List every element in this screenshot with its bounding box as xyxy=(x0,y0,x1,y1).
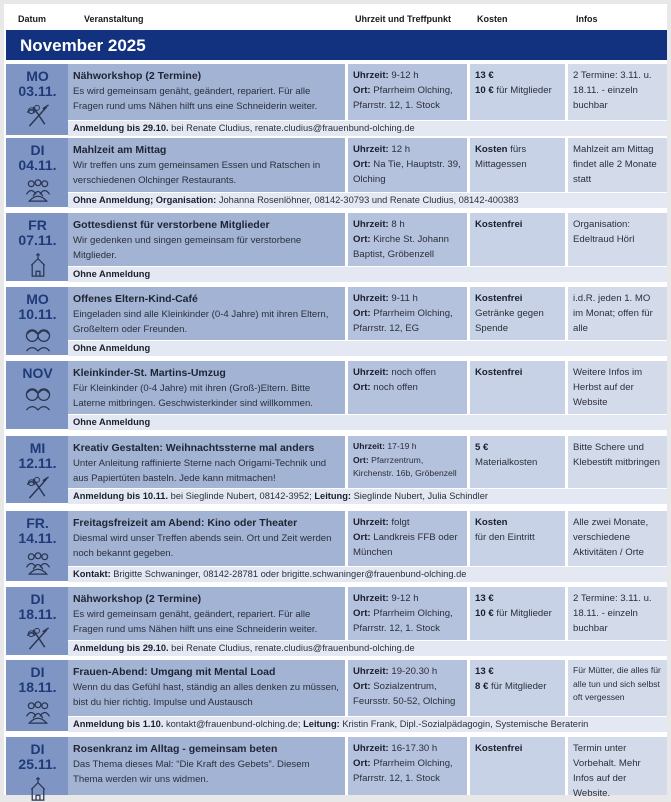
text: Pfarrheim Olching, Pfarrstr. 12, EG xyxy=(353,308,453,334)
text: Kirche St. Johann Baptist, Gröbenzell xyxy=(353,234,449,260)
text: 16-17.30 h xyxy=(388,743,438,754)
event-description-cell xyxy=(68,138,345,192)
group-icon xyxy=(23,550,53,576)
bold-label: Ort: xyxy=(353,308,371,319)
event-cost xyxy=(470,587,565,640)
event-date xyxy=(6,587,68,655)
event-info: Mahlzeit am Mittag findet alle 2 Monate statt xyxy=(568,138,667,192)
event-description-cell xyxy=(68,213,345,266)
bold-label: Kontakt: xyxy=(73,569,111,579)
event-description: Eingeladen sind alle Kleinkinder (0-4 Jahre) mit ihren Eltern, Großeltern oder Freunden. xyxy=(73,309,329,335)
church-icon xyxy=(23,252,53,278)
bold-label: Anmeldung bis 29.10. xyxy=(73,643,169,653)
text: folgt xyxy=(388,517,410,528)
weekday: FR xyxy=(28,217,47,233)
event-title: Rosenkranz im Alltag - gemeinsam beten xyxy=(73,743,278,755)
event-description-cell xyxy=(68,511,345,566)
event-title: Nähworkshop (2 Termine) xyxy=(73,593,202,605)
event-time-place xyxy=(348,213,467,266)
text: bei Renate Cludius, renate.cludius@frauenbund-olching.de xyxy=(168,643,415,653)
text: kontakt@frauenbund-olching.de; xyxy=(163,719,304,729)
bold-label: Uhrzeit: xyxy=(353,517,389,528)
date: 12.11. xyxy=(18,455,57,471)
event-time-place xyxy=(348,287,467,340)
event-title: Nähworkshop (2 Termine) xyxy=(73,70,202,82)
bold-label: 10 € xyxy=(475,608,494,619)
group-icon xyxy=(23,699,53,725)
bold-label: Ohne Anmeldung xyxy=(73,417,151,427)
text: Pfarrheim Olching, Pfarrstr. 12, 1. Stock xyxy=(353,608,453,634)
event-title: Kreativ Gestalten: Weihnachtssterne mal anders xyxy=(73,442,315,454)
event-date xyxy=(6,737,68,795)
children-icon xyxy=(23,326,53,352)
event-cost xyxy=(470,361,565,414)
bold-label: Uhrzeit: xyxy=(353,666,389,677)
month-heading: November 2025 xyxy=(6,30,667,60)
bold-label: Ort: xyxy=(353,159,371,170)
text: 12 h xyxy=(388,144,411,155)
bold-label: Uhrzeit: xyxy=(353,70,389,81)
text: für Mitglieder xyxy=(488,681,547,692)
bold-label: Uhrzeit: xyxy=(353,593,389,604)
bold-label: Ort: xyxy=(353,85,371,96)
event-date xyxy=(6,213,68,281)
text: 8 h xyxy=(388,219,405,230)
bold-label: Uhrzeit: xyxy=(353,367,389,378)
event-cost xyxy=(470,511,565,566)
bold-label: Uhrzeit: xyxy=(353,219,389,230)
bold-label: 13 € xyxy=(475,666,494,677)
bold-label: Ort: xyxy=(353,234,371,245)
bold-label: Ort: xyxy=(353,681,371,692)
date: 10.11. xyxy=(18,306,57,322)
sewing-icon xyxy=(23,475,53,501)
bold-label: Ohne Anmeldung; Organisation: xyxy=(73,195,217,205)
bold-label: Kostenfrei xyxy=(475,367,523,378)
sewing-icon xyxy=(23,103,53,129)
date: 18.11. xyxy=(18,606,57,622)
event-registration xyxy=(68,489,667,504)
event-time-place xyxy=(348,361,467,414)
event-description: Unter Anleitung raffinierte Sterne nach Origami-Technik und aus Papiertüten basteln. Jede kann mitmachen! xyxy=(73,458,327,484)
date: 07.11. xyxy=(18,232,57,248)
event-description-cell xyxy=(68,737,345,795)
event-registration xyxy=(68,267,667,282)
text: 17-19 h xyxy=(385,441,417,451)
text: 19-20.30 h xyxy=(388,666,438,677)
event-registration xyxy=(68,193,667,208)
event-registration xyxy=(68,641,667,656)
text: Pfarrzentrum, Kirchenstr. 16b, Gröbenzell xyxy=(353,454,457,478)
bold-label: Uhrzeit: xyxy=(353,441,385,451)
text: 9-12 h xyxy=(388,593,419,604)
text: 9-12 h xyxy=(388,70,419,81)
event-registration xyxy=(68,717,667,732)
bold-label: Leitung: xyxy=(314,491,352,501)
header-datum: Datum xyxy=(18,14,47,24)
text: Na Tie, Hauptstr. 39, Olching xyxy=(353,159,461,185)
event-registration xyxy=(68,415,667,430)
event-cost xyxy=(470,436,565,488)
event-info: Alle zwei Monate, verschiedene Aktivitäten / Orte xyxy=(568,511,667,566)
text: Sozialzentrum, Feursstr. 50-52, Olching xyxy=(353,681,456,707)
event-info: i.d.R. jeden 1. MO im Monat; offen für alle xyxy=(568,287,667,340)
bold-label: 13 € xyxy=(475,70,494,81)
event-description: Das Thema dieses Mal: “Die Kraft des Gebets”. Diesem Thema werden wir uns widmen. xyxy=(73,759,310,785)
header-uhrzeit: Uhrzeit und Treffpunkt xyxy=(355,14,451,24)
weekday: DI xyxy=(30,142,45,158)
bold-label: Uhrzeit: xyxy=(353,743,389,754)
header-kosten: Kosten xyxy=(477,14,508,24)
weekday: DI xyxy=(30,664,45,680)
event-cost xyxy=(470,287,565,340)
bold-label: Ort: xyxy=(353,382,371,393)
bold-label: Uhrzeit: xyxy=(353,144,389,155)
event-title: Kleinkinder-St. Martins-Umzug xyxy=(73,367,226,379)
event-time-place xyxy=(348,138,467,192)
bold-label: 5 € xyxy=(475,442,489,453)
text: Materialkosten xyxy=(475,457,538,468)
event-description: Wir gedenken und singen gemeinsam für verstorbene Mitglieder. xyxy=(73,235,302,261)
group-icon xyxy=(23,177,53,203)
event-cost xyxy=(470,737,565,795)
bold-label: Kostenfrei xyxy=(475,219,523,230)
event-description-cell xyxy=(68,587,345,640)
date: 14.11. xyxy=(18,530,57,546)
church-icon xyxy=(23,776,53,802)
weekday: MO xyxy=(26,68,49,84)
date: 03.11. xyxy=(18,83,57,99)
event-title: Gottesdienst für verstorbene Mitglieder xyxy=(73,219,270,231)
bold-label: Kostenfrei xyxy=(475,743,523,754)
event-date xyxy=(6,436,68,503)
event-date xyxy=(6,361,68,429)
event-description-cell xyxy=(68,361,345,414)
weekday: DI xyxy=(30,591,45,607)
weekday: MI xyxy=(29,440,46,456)
date: 18.11. xyxy=(18,679,57,695)
children-icon xyxy=(23,385,53,411)
header-infos: Infos xyxy=(576,14,598,24)
event-date xyxy=(6,138,68,207)
event-description: Wenn du das Gefühl hast, ständig an alles denken zu müssen, bist du hier richtig. Impulse und Austausch xyxy=(73,682,339,708)
event-description: Es wird gemeinsam genäht, geändert, repariert. Für alle Fragen rund ums Nähen hilft uns eine Schneiderin weiter. xyxy=(73,609,318,635)
bold-label: 8 € xyxy=(475,681,489,692)
event-info: 2 Termine: 3.11. u. 18.11. - einzeln buchbar xyxy=(568,64,667,120)
event-date xyxy=(6,64,68,135)
text: bei Sieglinde Nubert, 08142-3952; xyxy=(168,491,315,501)
bold-label: Ort: xyxy=(353,608,371,619)
event-description: Diesmal wird unser Treffen abends sein. Ort und Zeit werden noch bekannt gegeben. xyxy=(73,533,332,559)
event-title: Mahlzeit am Mittag xyxy=(73,144,167,156)
event-time-place xyxy=(348,737,467,795)
sewing-icon xyxy=(23,626,53,652)
date: 25.11. xyxy=(18,756,57,772)
event-description-cell xyxy=(68,660,345,716)
event-description: Für Kleinkinder (0-4 Jahre) mit ihren (Groß-)Eltern. Bitte Laterne mitbringen. Geschwisterkinder sind willkommen. xyxy=(73,383,313,409)
event-title: Offenes Eltern-Kind-Café xyxy=(73,293,198,305)
event-time-place xyxy=(348,660,467,716)
text: Sieglinde Nubert, Julia Schindler xyxy=(351,491,488,501)
event-date xyxy=(6,660,68,731)
text: Brigitte Schwaninger, 08142-28781 oder brigitte.schwaninger@frauenbund-olching.de xyxy=(110,569,467,579)
event-info: Für Mütter, die alles für alle tun und sich selbst oft vergessen xyxy=(568,660,667,716)
bold-label: Anmeldung bis 29.10. xyxy=(73,123,169,133)
event-date xyxy=(6,511,68,581)
text: noch offen xyxy=(370,382,418,393)
bold-label: Ort: xyxy=(353,532,371,543)
event-info: 2 Termine: 3.11. u. 18.11. - einzeln buchbar xyxy=(568,587,667,640)
text: fürs Mittagessen xyxy=(475,144,527,170)
text: Getränke gegen Spende xyxy=(475,308,544,334)
event-description: Wir treffen uns zum gemeinsamen Essen und Ratschen in verschiedenen Olchinger Restaurants. xyxy=(73,160,321,186)
bold-label: Ohne Anmeldung xyxy=(73,269,151,279)
text: Landkreis FFB oder München xyxy=(353,532,458,558)
event-time-place xyxy=(348,436,467,488)
text: Johanna Rosenlöhner, 08142-30793 und Renate Cludius, 08142-400383 xyxy=(216,195,519,205)
event-info: Termin unter Vorbehalt. Mehr Infos auf der Website. xyxy=(568,737,667,795)
weekday: FR. xyxy=(26,515,49,531)
text: Pfarrheim Olching, Pfarrstr. 12, 1. Stock xyxy=(353,85,453,111)
event-registration xyxy=(68,567,667,582)
bold-label: Uhrzeit: xyxy=(353,293,389,304)
bold-label: Ohne Anmeldung xyxy=(73,343,151,353)
text: für den Eintritt xyxy=(475,532,535,543)
bold-label: Kosten xyxy=(475,144,508,155)
event-cost xyxy=(470,64,565,120)
text: Kristin Frank, Dipl.-Sozialpädagogin, Systemische Beraterin xyxy=(339,719,589,729)
event-time-place xyxy=(348,511,467,566)
weekday: NOV xyxy=(22,365,53,381)
event-time-place xyxy=(348,587,467,640)
event-info: Organisation: Edeltraud Hörl xyxy=(568,213,667,266)
text: Pfarrheim Olching, Pfarrstr. 12, 1. Stock xyxy=(353,758,453,784)
event-date xyxy=(6,287,68,355)
event-time-place xyxy=(348,64,467,120)
event-title: Freitagsfreizeit am Abend: Kino oder Theater xyxy=(73,517,298,529)
event-cost xyxy=(470,660,565,716)
event-cost xyxy=(470,213,565,266)
event-cost xyxy=(470,138,565,192)
event-description: Es wird gemeinsam genäht, geändert, repariert. Für alle Fragen rund ums Nähen hilft uns eine Schneiderin weiter. xyxy=(73,86,318,112)
header-veranstaltung: Veranstaltung xyxy=(84,14,144,24)
event-registration xyxy=(68,121,667,136)
event-description-cell xyxy=(68,64,345,120)
date: 04.11. xyxy=(18,157,57,173)
bold-label: Anmeldung bis 10.11. xyxy=(73,491,169,501)
bold-label: Ort: xyxy=(353,758,371,769)
text: noch offen xyxy=(388,367,437,378)
text: für Mitglieder xyxy=(493,85,552,96)
bold-label: Leitung: xyxy=(303,719,340,729)
bold-label: 10 € xyxy=(475,85,494,96)
event-registration xyxy=(68,341,667,356)
event-description-cell xyxy=(68,436,345,488)
event-info: Bitte Schere und Klebestift mitbringen xyxy=(568,436,667,488)
bold-label: Kosten xyxy=(475,517,508,528)
bold-label: 13 € xyxy=(475,593,494,604)
text: bei Renate Cludius, renate.cludius@frauenbund-olching.de xyxy=(168,123,415,133)
event-description-cell xyxy=(68,287,345,340)
bold-label: Anmeldung bis 1.10. xyxy=(73,719,164,729)
text: 9-11 h xyxy=(388,293,418,304)
text: für Mitglieder xyxy=(493,608,552,619)
weekday: DI xyxy=(30,741,45,757)
bold-label: Kostenfrei xyxy=(475,293,523,304)
weekday: MO xyxy=(26,291,49,307)
event-title: Frauen-Abend: Umgang mit Mental Load xyxy=(73,666,276,678)
event-info: Weitere Infos im Herbst auf der Website xyxy=(568,361,667,414)
bold-label: Ort: xyxy=(353,454,369,465)
